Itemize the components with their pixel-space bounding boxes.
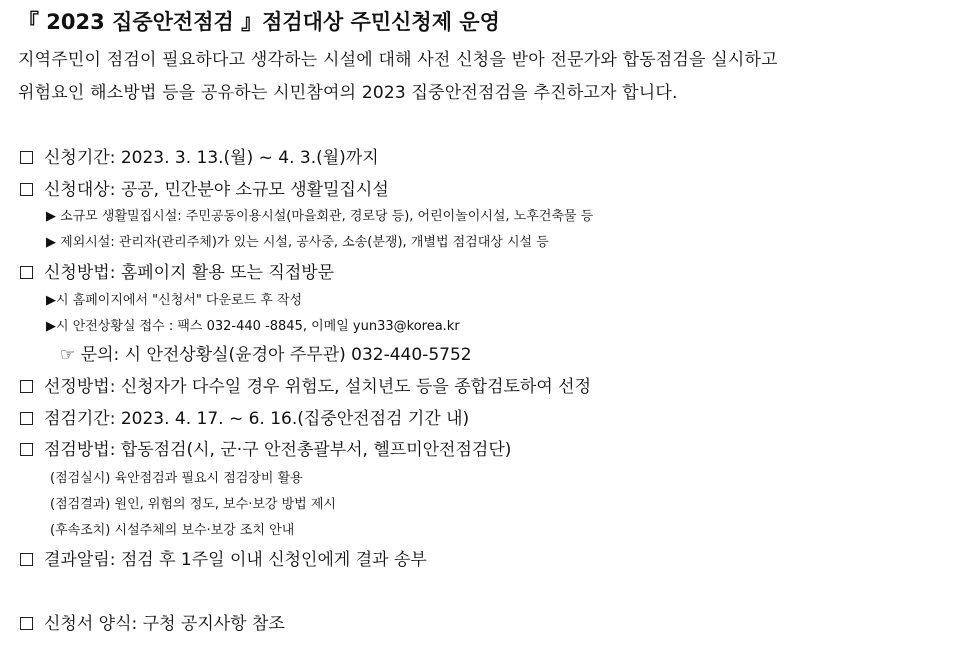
item-inspection-method: [20, 435, 511, 460]
method-detail-2: (점검결과) 원인, 위험의 정도, 보수·보강 방법 제시: [50, 497, 336, 512]
checkbox-icon: [20, 183, 33, 196]
target-sub-2: ▶ 제외시설: 관리자(관리주체)가 있는 시설, 공사중, 소송(분쟁), 개별법 점검대상 시설 등: [46, 235, 549, 250]
item-application-form: [20, 609, 285, 634]
checkbox-icon: [20, 380, 33, 393]
item-inspection-period: [20, 404, 469, 429]
method-sub-2: ▶시 안전상황실 접수 : 팩스 032-440 -8845, 이메일 yun33@korea.kr: [46, 319, 460, 334]
item-text: 점검기간: 2023. 4. 17. ~ 6. 16.(집중안전점검 기간 내): [44, 409, 470, 429]
item-selection-method: [20, 372, 591, 397]
target-sub-1: ▶ 소규모 생활밀집시설: 주민공동이용시설(마을회관, 경로당 등), 어린이놀이시설, 노후건축물 등: [46, 209, 594, 224]
contact-info: ☞ 문의: 시 안전상황실(윤경아 주무관) 032-440-5752: [60, 345, 472, 365]
item-text: 신청기간: 2023. 3. 13.(월) ~ 4. 3.(월)까지: [44, 148, 379, 168]
item-text: 신청서 양식: 구청 공지사항 참조: [44, 614, 285, 634]
item-text: 선정방법: 신청자가 다수일 경우 위험도, 설치년도 등을 종합검토하여 선정: [44, 377, 592, 397]
intro-line-1: 지역주민이 점검이 필요하다고 생각하는 시설에 대해 사전 신청을 받아 전문가와 합동점검을 실시하고: [18, 50, 778, 70]
checkbox-icon: [20, 443, 33, 456]
checkbox-icon: [20, 151, 33, 164]
page-title: 『 2023 집중안전점검 』점검대상 주민신청제 운영: [18, 10, 500, 34]
item-result-notice: [20, 545, 427, 570]
item-application-target: [20, 175, 389, 200]
item-text: 점검방법: 합동점검(시, 군·구 안전총괄부서, 헬프미안전점검단): [44, 440, 512, 460]
item-text: 신청대상: 공공, 민간분야 소규모 생활밀집시설: [44, 180, 389, 200]
item-text: 신청방법: 홈페이지 활용 또는 직접방문: [44, 263, 335, 283]
item-text: 결과알림: 점검 후 1주일 이내 신청인에게 결과 송부: [44, 550, 427, 570]
method-sub-1: ▶시 홈페이지에서 "신청서" 다운로드 후 작성: [46, 293, 303, 308]
checkbox-icon: [20, 412, 33, 425]
intro-line-2: 위험요인 해소방법 등을 공유하는 시민참여의 2023 집중안전점검을 추진하고자 합니다.: [18, 83, 678, 103]
method-detail-1: (점검실시) 육안점검과 필요시 점검장비 활용: [50, 471, 303, 486]
checkbox-icon: [20, 617, 33, 630]
item-application-method: [20, 258, 334, 283]
checkbox-icon: [20, 266, 33, 279]
item-application-period: [20, 143, 379, 168]
method-detail-3: (후속조치) 시설주체의 보수·보강 조치 안내: [50, 523, 295, 538]
checkbox-icon: [20, 553, 33, 566]
